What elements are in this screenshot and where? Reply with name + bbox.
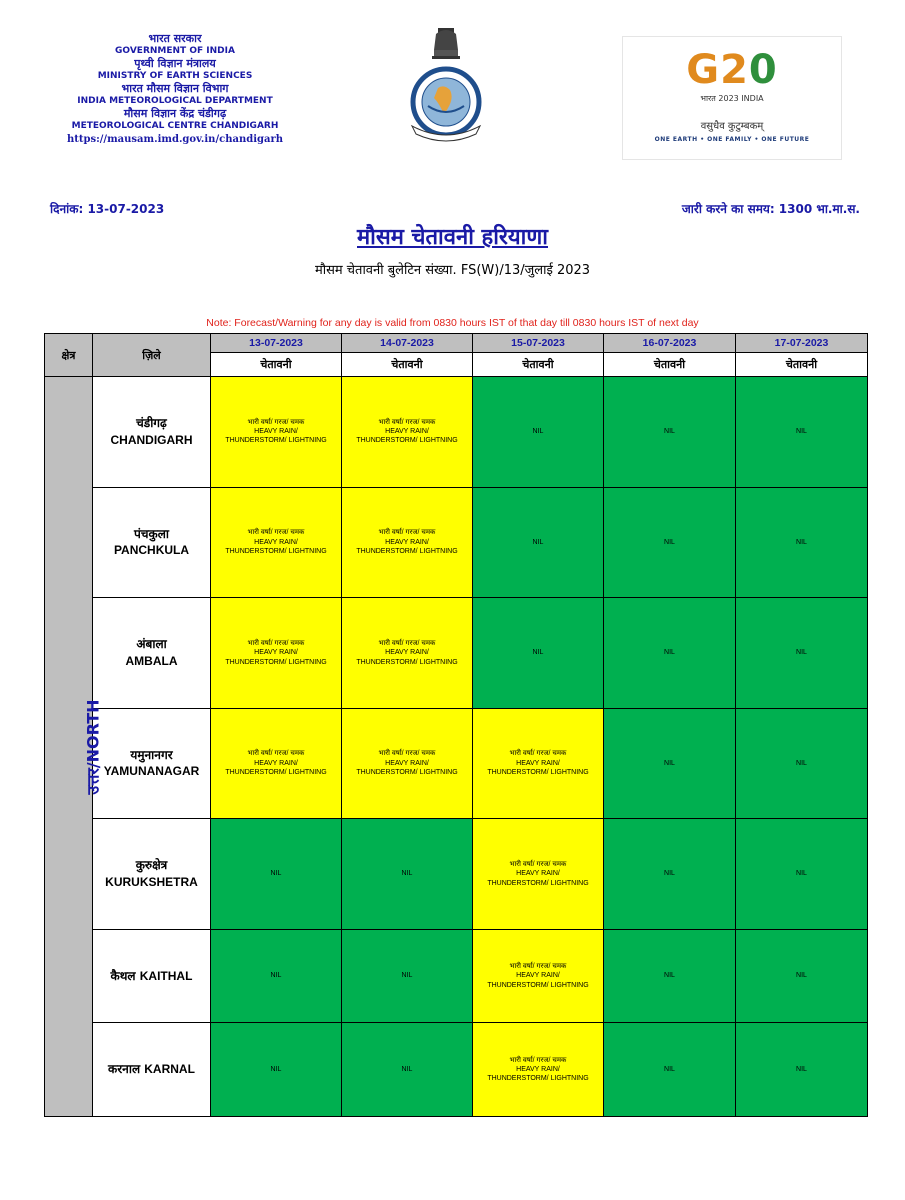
- nil-text: NIL: [664, 649, 675, 657]
- warning-text-hi: भारी वर्षा/ गरज/ चमक: [247, 750, 305, 758]
- nil-cell: [211, 819, 342, 930]
- date-header: 14-07-2023: [342, 334, 473, 353]
- warning-label: चेतावनी: [211, 353, 342, 377]
- warning-text-en: HEAVY RAIN/ THUNDERSTORM/ LIGHTNING: [356, 428, 458, 445]
- region-label: उत्तर/NORTH: [83, 698, 103, 795]
- nil-text: NIL: [796, 428, 807, 436]
- header-en-3: INDIA METEOROLOGICAL DEPARTMENT: [77, 95, 273, 106]
- district-name-hi: अंबाला: [136, 637, 167, 652]
- warning-cell: [342, 377, 473, 488]
- nil-text: NIL: [401, 1065, 413, 1073]
- g20-mark: G20: [686, 47, 778, 93]
- nil-cell: [604, 708, 736, 819]
- warning-label: चेतावनी: [473, 353, 604, 377]
- nil-text: NIL: [796, 972, 807, 980]
- nil-cell: [604, 819, 736, 930]
- warning-label: चेतावनी: [342, 353, 473, 377]
- warning-text-en: HEAVY RAIN/ THUNDERSTORM/ LIGHTNING: [487, 870, 589, 887]
- g20-motto-en: ONE EARTH • ONE FAMILY • ONE FUTURE: [654, 136, 810, 143]
- nil-cell: [473, 377, 604, 488]
- warning-cell: [342, 708, 473, 819]
- nil-text: NIL: [796, 1065, 807, 1073]
- date-header: 15-07-2023: [473, 334, 604, 353]
- district-cell: [93, 487, 211, 598]
- warning-label: चेतावनी: [604, 353, 736, 377]
- warning-text-hi: भारी वर्षा/ गरज/ चमक: [509, 962, 567, 970]
- date-header: 16-07-2023: [604, 334, 736, 353]
- district-name-en: KARNAL: [144, 1062, 195, 1077]
- warning-text-en: HEAVY RAIN/ THUNDERSTORM/ LIGHTNING: [225, 428, 327, 445]
- nil-cell: [604, 929, 736, 1023]
- nil-cell: [604, 377, 736, 488]
- nil-cell: [736, 1023, 868, 1117]
- nil-text: NIL: [270, 1065, 282, 1073]
- nil-text: NIL: [270, 972, 282, 980]
- nil-text: NIL: [532, 538, 544, 546]
- date-header: 13-07-2023: [211, 334, 342, 353]
- warning-text-hi: भारी वर्षा/ गरज/ चमक: [378, 750, 436, 758]
- nil-cell: [473, 598, 604, 709]
- nil-text: NIL: [270, 870, 282, 878]
- district-name-en: CHANDIGARH: [110, 432, 193, 447]
- nil-text: NIL: [664, 1065, 675, 1073]
- table-row: [45, 487, 868, 598]
- bulletin-date: दिनांक: 13-07-2023: [50, 202, 165, 216]
- nil-cell: [211, 929, 342, 1023]
- district-name-hi: यमुनानगर: [130, 747, 173, 762]
- nil-cell: [736, 598, 868, 709]
- warning-cell: [342, 487, 473, 598]
- warning-cell: [473, 819, 604, 930]
- bulletin-number: मौसम चेतावनी बुलेटिन संख्या. FS(W)/13/जुलाई 2023: [314, 263, 591, 278]
- nil-cell: [473, 487, 604, 598]
- nil-text: NIL: [532, 649, 544, 657]
- g20-year: भारत 2023 INDIA: [700, 94, 764, 103]
- page-title: मौसम चेतावनी हरियाणा: [357, 225, 548, 250]
- warning-text-en: HEAVY RAIN/ THUNDERSTORM/ LIGHTNING: [225, 649, 327, 666]
- warning-cell: [211, 708, 342, 819]
- table-row: [45, 819, 868, 930]
- nil-cell: [342, 1023, 473, 1117]
- district-name-hi: कुरुक्षेत्र: [135, 858, 168, 873]
- warning-cell: [342, 598, 473, 709]
- issue-time: जारी करने का समय: 1300 भा.मा.स.: [681, 202, 860, 216]
- district-name-hi: चंडीगढ़: [136, 415, 167, 430]
- warning-cell: [473, 1023, 604, 1117]
- warning-cell: [473, 708, 604, 819]
- nil-cell: [342, 819, 473, 930]
- warning-text-en: HEAVY RAIN/ THUNDERSTORM/ LIGHTNING: [487, 972, 589, 989]
- warning-text-hi: भारी वर्षा/ गरज/ चमक: [247, 418, 305, 426]
- nil-text: NIL: [664, 538, 675, 546]
- table-row: [45, 708, 868, 819]
- nil-text: NIL: [664, 759, 675, 767]
- warning-cell: [473, 929, 604, 1023]
- warning-text-hi: भारी वर्षा/ गरज/ चमक: [378, 529, 436, 537]
- district-cell: [93, 377, 211, 488]
- warning-cell: [211, 377, 342, 488]
- district-name-en: PANCHKULA: [113, 543, 190, 558]
- nil-cell: [736, 819, 868, 930]
- warning-text-en: HEAVY RAIN/ THUNDERSTORM/ LIGHTNING: [225, 538, 327, 556]
- warning-text-hi: भारी वर्षा/ गरज/ चमक: [378, 639, 436, 647]
- warning-text-hi: भारी वर्षा/ गरज/ चमक: [509, 860, 567, 868]
- nil-text: NIL: [532, 428, 544, 436]
- date-header: 17-07-2023: [736, 334, 868, 353]
- g20-motto-hi: वसुधैव कुटुम्बकम्: [700, 121, 764, 132]
- warning-text-en: HEAVY RAIN/ THUNDERSTORM/ LIGHTNING: [225, 759, 327, 777]
- table-row: [45, 929, 868, 1023]
- warning-text-hi: भारी वर्षा/ गरज/ चमक: [247, 639, 305, 647]
- header-en-4: METEOROLOGICAL CENTRE CHANDIGARH: [71, 120, 279, 131]
- header-hi-1: भारत सरकार: [148, 32, 202, 45]
- header-hi-2: पृथ्वी विज्ञान मंत्रालय: [134, 57, 216, 70]
- warning-cell: [211, 487, 342, 598]
- header-en-1: GOVERNMENT OF INDIA: [115, 45, 235, 56]
- imd-header: [40, 32, 310, 147]
- nil-cell: [736, 708, 868, 819]
- nil-text: NIL: [796, 649, 807, 657]
- g20-logo: [622, 36, 842, 160]
- district-name-hi: करनाल: [108, 1062, 141, 1077]
- district-name-hi: कैथल: [110, 968, 136, 983]
- table-row: [45, 1023, 868, 1117]
- header-hi-3: भारत मौसम विज्ञान विभाग: [121, 82, 229, 95]
- nil-text: NIL: [796, 759, 807, 767]
- nil-text: NIL: [664, 972, 675, 980]
- nil-cell: [736, 377, 868, 488]
- header-url-link[interactable]: https://mausam.imd.gov.in/chandigarh: [66, 134, 284, 145]
- warning-text-hi: भारी वर्षा/ गरज/ चमक: [509, 1056, 567, 1064]
- validity-note: Note: Forecast/Warning for any day is valid from 0830 hours IST of that day till 0830 hours IST of next day: [206, 317, 699, 329]
- nil-cell: [604, 598, 736, 709]
- nil-cell: [604, 1023, 736, 1117]
- nil-cell: [211, 1023, 342, 1117]
- warning-label: चेतावनी: [736, 353, 868, 377]
- col-district-header: ज़िले: [93, 334, 211, 377]
- warning-text-en: HEAVY RAIN/ THUNDERSTORM/ LIGHTNING: [487, 1065, 589, 1083]
- district-cell: [93, 819, 211, 930]
- district-cell: [93, 708, 211, 819]
- col-region-header: क्षेत्र: [45, 334, 93, 377]
- district-name-en: KAITHAL: [139, 968, 193, 983]
- district-name-en: KURUKSHETRA: [105, 874, 198, 889]
- district-name-en: YAMUNANAGAR: [103, 764, 200, 779]
- warning-text-en: HEAVY RAIN/ THUNDERSTORM/ LIGHTNING: [356, 538, 458, 556]
- district-cell: [93, 598, 211, 709]
- table-row: [45, 598, 868, 709]
- nil-cell: [736, 929, 868, 1023]
- region-cell: [45, 377, 103, 1117]
- nil-text: NIL: [664, 428, 675, 436]
- district-cell: [93, 929, 211, 1023]
- header-en-2: MINISTRY OF EARTH SCIENCES: [97, 70, 253, 81]
- nil-text: NIL: [401, 972, 413, 980]
- warning-cell: [211, 598, 342, 709]
- nil-text: NIL: [796, 870, 807, 878]
- district-name-hi: पंचकुला: [134, 526, 169, 541]
- nil-text: NIL: [664, 870, 675, 878]
- warning-table: [44, 333, 868, 1117]
- nil-text: NIL: [401, 870, 413, 878]
- nil-text: NIL: [796, 538, 807, 546]
- nil-cell: [342, 929, 473, 1023]
- district-name-en: AMBALA: [125, 653, 178, 668]
- nil-cell: [736, 487, 868, 598]
- header-hi-4: मौसम विज्ञान केंद्र चंडीगढ़: [123, 107, 227, 120]
- imd-emblem-icon: [398, 26, 494, 142]
- warning-text-hi: भारी वर्षा/ गरज/ चमक: [509, 750, 567, 758]
- nil-cell: [604, 487, 736, 598]
- warning-text-en: HEAVY RAIN/ THUNDERSTORM/ LIGHTNING: [356, 759, 458, 777]
- district-cell: [93, 1023, 211, 1117]
- warning-text-en: HEAVY RAIN/ THUNDERSTORM/ LIGHTNING: [487, 759, 589, 777]
- warning-text-hi: भारी वर्षा/ गरज/ चमक: [247, 529, 305, 537]
- table-row: [45, 377, 868, 488]
- warning-text-hi: भारी वर्षा/ गरज/ चमक: [378, 418, 436, 426]
- warning-text-en: HEAVY RAIN/ THUNDERSTORM/ LIGHTNING: [356, 649, 458, 666]
